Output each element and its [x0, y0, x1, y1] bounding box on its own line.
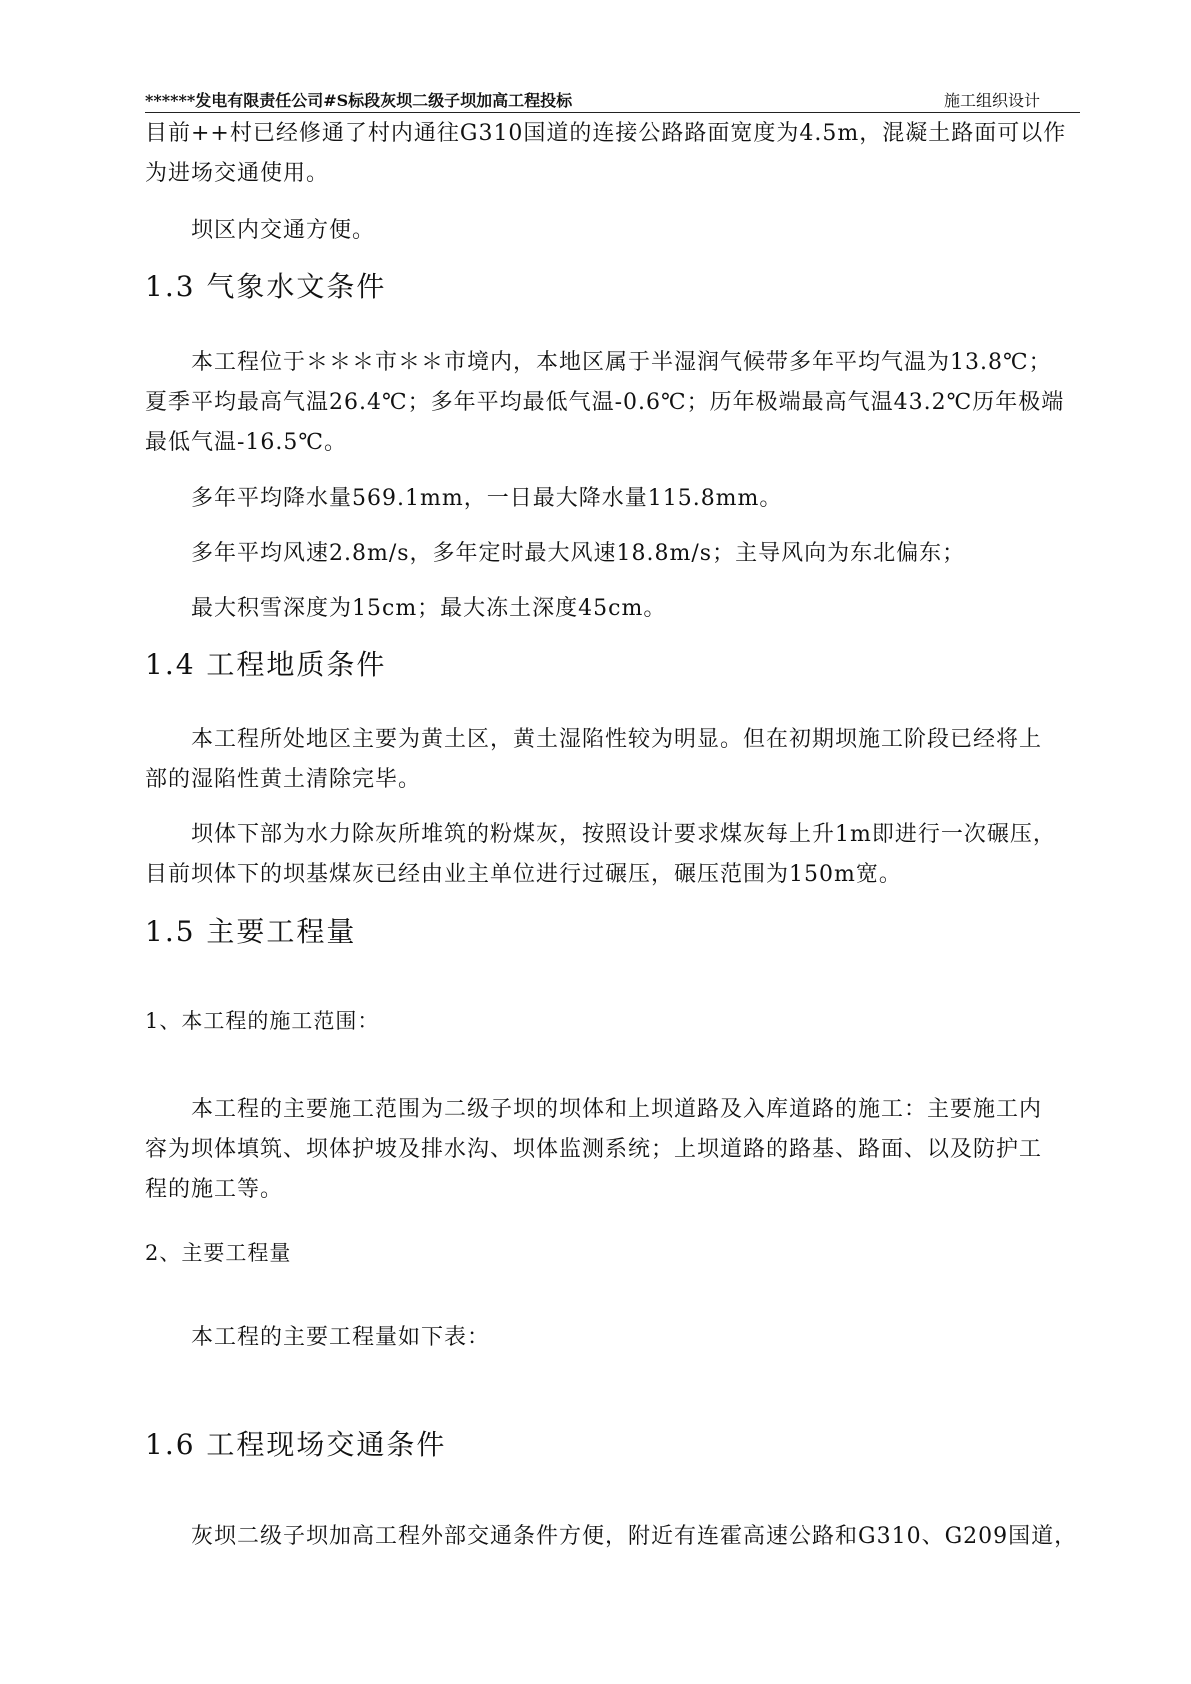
paragraph-line: 目前坝体下的坝基煤灰已经由业主单位进行过碾压，碾压范围为150m宽。 — [145, 862, 902, 887]
paragraph-line: 坝区内交通方便。 — [191, 218, 376, 243]
paragraph-line: 部的湿陷性黄土清除完毕。 — [145, 767, 422, 792]
paragraph-line: 多年平均降水量569.1mm，一日最大降水量115.8mm。 — [191, 486, 783, 511]
section-heading-1-6: 1.6 工程现场交通条件 — [145, 1428, 447, 1461]
section-heading-1-4: 1.4 工程地质条件 — [145, 648, 387, 681]
paragraph-line: 本工程的主要施工范围为二级子坝的坝体和上坝道路及入库道路的施工：主要施工内 — [191, 1097, 1043, 1122]
section-heading-1-5: 1.5 主要工程量 — [145, 915, 357, 948]
paragraph-line: 坝体下部为水力除灰所堆筑的粉煤灰，按照设计要求煤灰每上升1m即进行一次碾压， — [191, 822, 1056, 847]
header-project-title: ******发电有限责任公司#S标段灰坝二级子坝加高工程投标 — [145, 91, 573, 110]
paragraph-line: 容为坝体填筑、坝体护坡及排水沟、坝体监测系统；上坝道路的路基、路面、以及防护工 — [145, 1137, 1043, 1162]
paragraph-line: 本工程位于＊＊＊市＊＊市境内，本地区属于半湿润气候带多年平均气温为13.8℃； — [191, 350, 1052, 375]
paragraph-line: 本工程所处地区主要为黄土区，黄土湿陷性较为明显。但在初期坝施工阶段已经将上 — [191, 727, 1043, 752]
paragraph-line: 程的施工等。 — [145, 1177, 284, 1202]
paragraph-line: 本工程的主要工程量如下表： — [191, 1325, 491, 1350]
paragraph-line: 为进场交通使用。 — [145, 161, 330, 186]
header-doc-type: 施工组织设计 — [943, 91, 1040, 110]
paragraph-line: 灰坝二级子坝加高工程外部交通条件方便，附近有连霍高速公路和G310、G209国道， — [191, 1524, 1078, 1549]
paragraph-line: 夏季平均最高气温26.4℃；多年平均最低气温-0.6℃；历年极端最高气温43.2℃历年极端 — [145, 390, 1065, 415]
paragraph-line: 最低气温-16.5℃。 — [145, 430, 348, 455]
paragraph-line: 目前++村已经修通了村内通往G310国道的连接公路路面宽度为4.5m，混凝土路面可以作 — [145, 121, 1067, 146]
section-heading-1-3: 1.3 气象水文条件 — [145, 270, 387, 303]
paragraph-line: 最大积雪深度为15cm；最大冻土深度45cm。 — [191, 596, 667, 621]
page-header — [145, 86, 1080, 113]
subheading-1: 1、本工程的施工范围： — [145, 1009, 380, 1033]
subheading-2: 2、主要工程量 — [145, 1241, 292, 1265]
paragraph-line: 多年平均风速2.8m/s，多年定时最大风速18.8m/s；主导风向为东北偏东； — [191, 541, 966, 566]
